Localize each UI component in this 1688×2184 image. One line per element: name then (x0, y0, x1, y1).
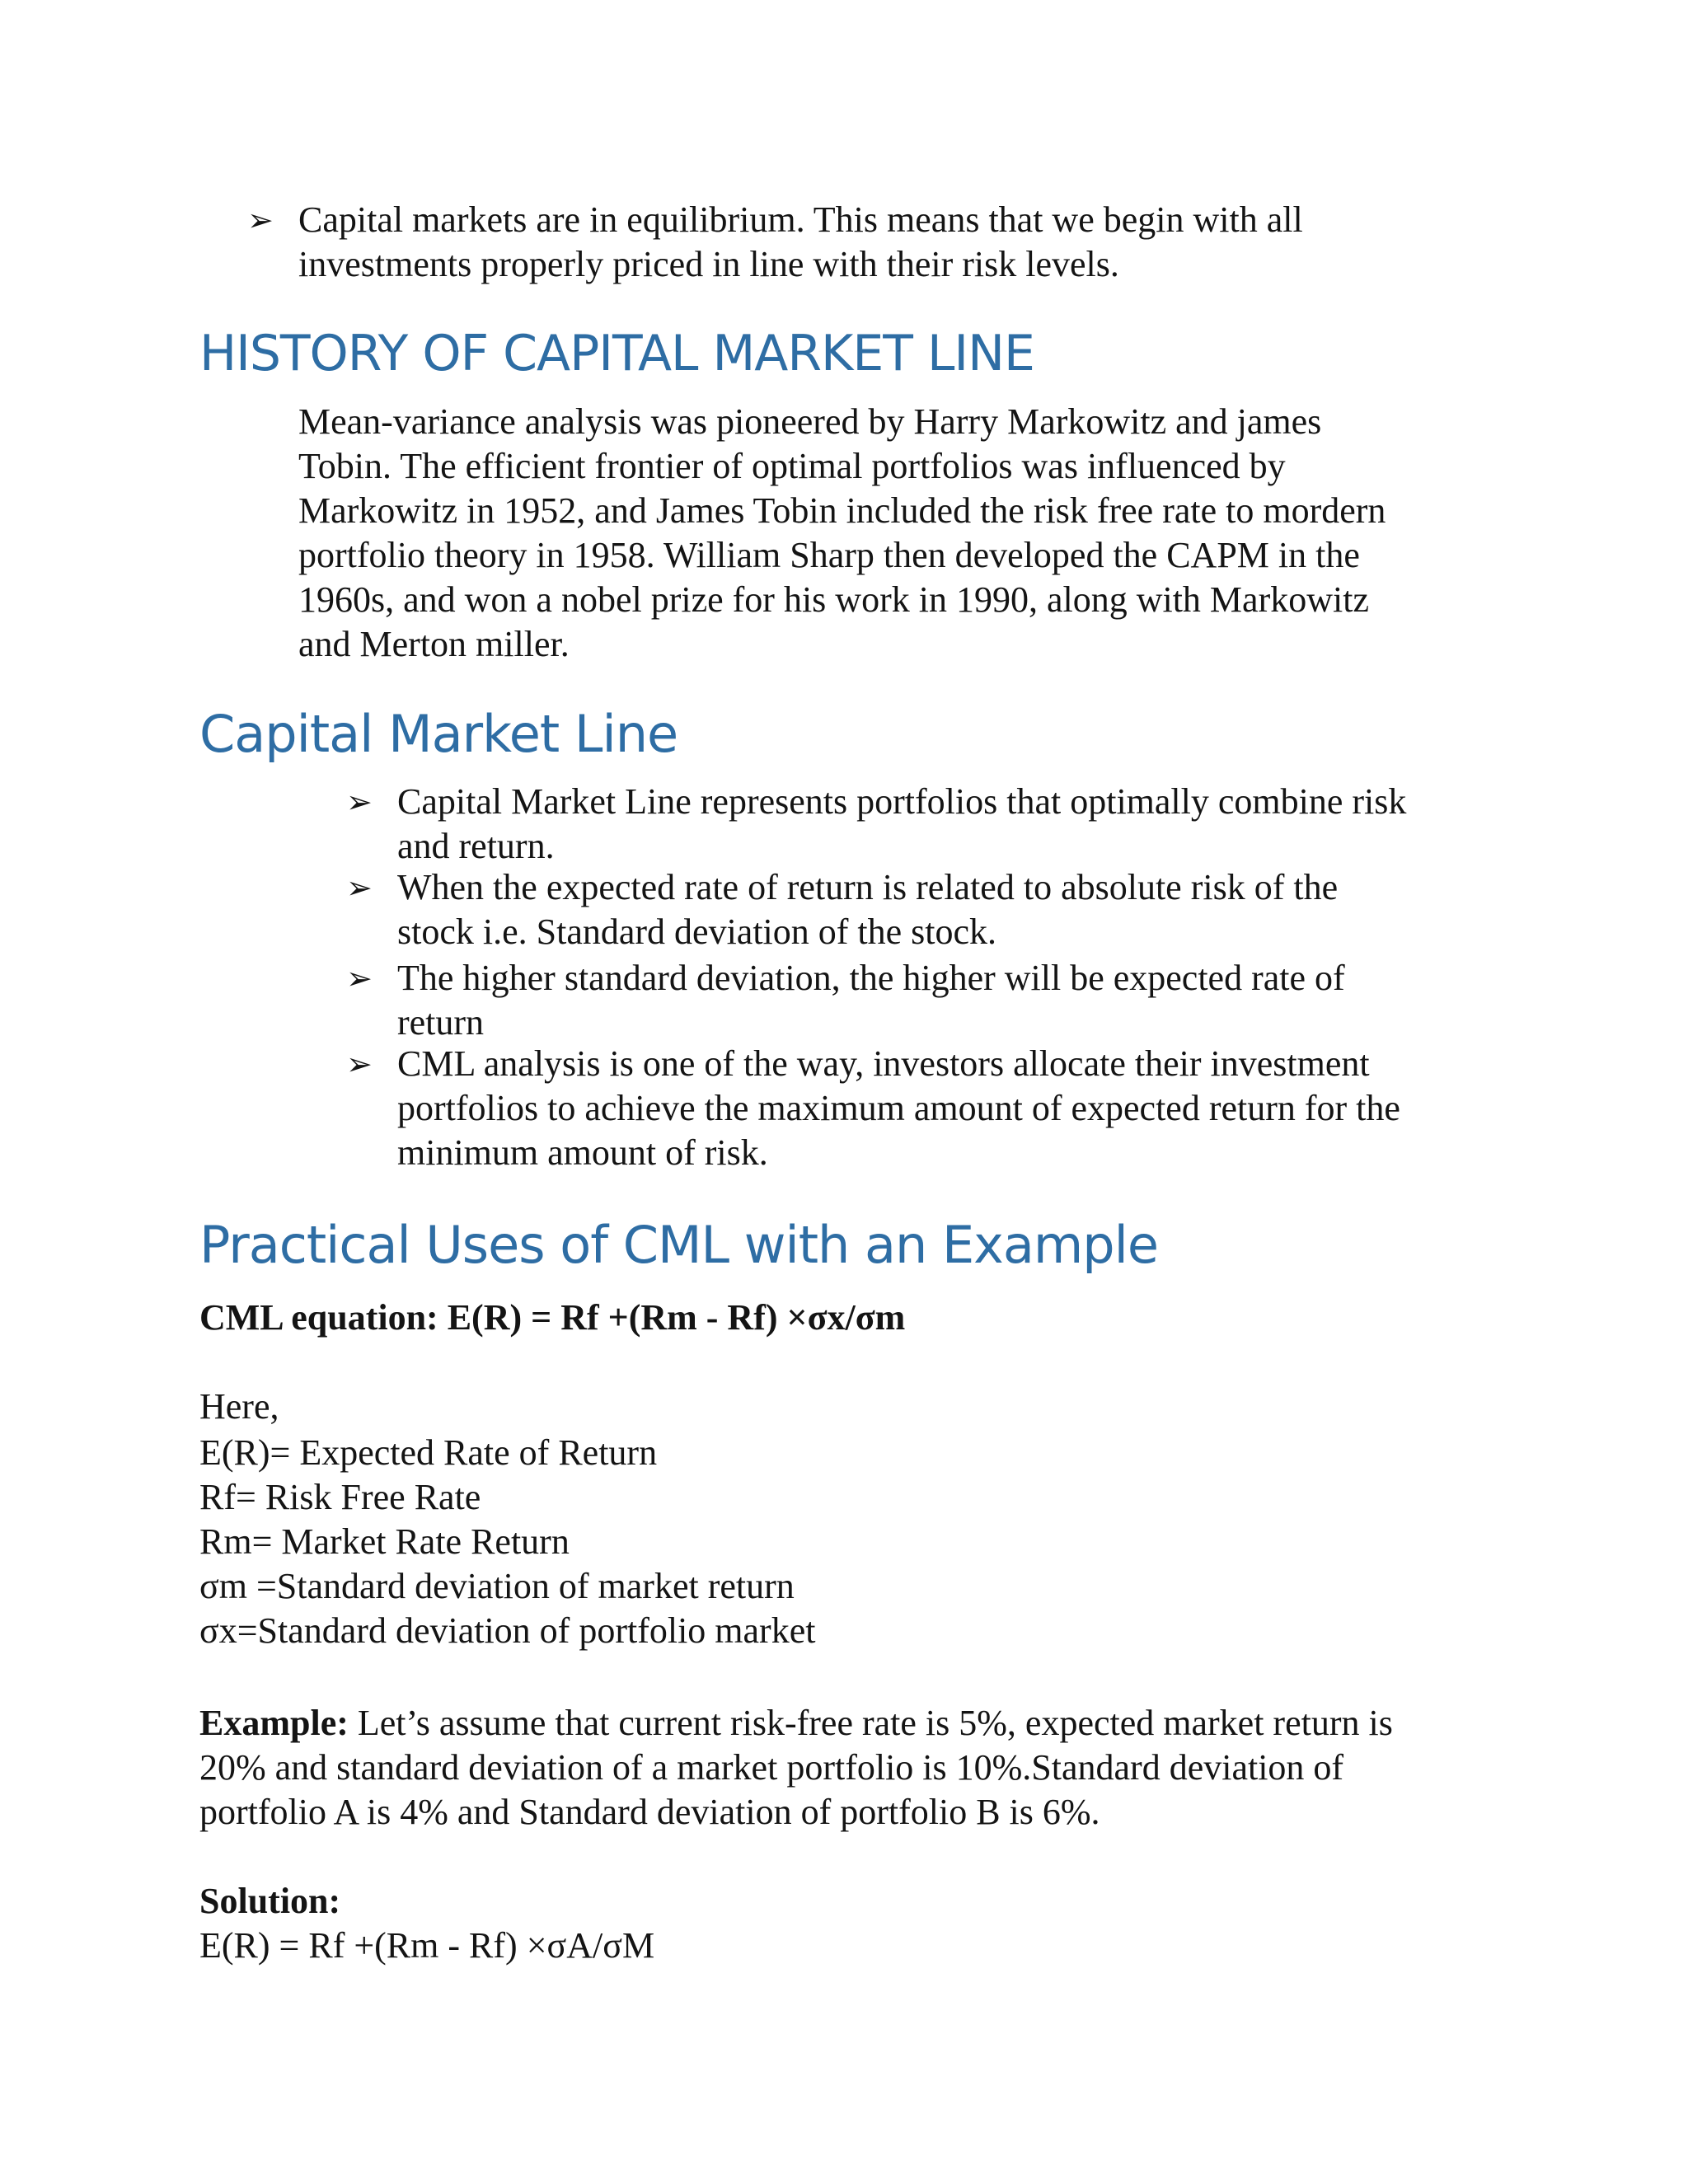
cml-bullet (346, 780, 1406, 869)
arrow-bullet-icon: ➢ (346, 960, 373, 996)
cml-bullet-line: and return. (397, 826, 555, 866)
solution-block (199, 1879, 654, 1968)
example-label: Example: (199, 1703, 349, 1743)
cml-bullet-line: When the expected rate of return is related to absolute risk of the (397, 867, 1339, 907)
example-line: Let’s assume that current risk-free rate is 5%, expected market return is (348, 1703, 1393, 1743)
cml-bullet-line: CML analysis is one of the way, investors allocate their investment (397, 1043, 1370, 1084)
arrow-bullet-icon: ➢ (346, 1046, 373, 1082)
history-line: 1960s, and won a nobel prize for his work in 1990, along with Markowitz (298, 579, 1369, 620)
cml-bullet-list (346, 780, 1406, 1175)
definition-line: Rf= Risk Free Rate (199, 1477, 481, 1517)
example-block (199, 1701, 1393, 1835)
intro-bullet-line: Capital markets are in equilibrium. This means that we begin with all (298, 199, 1303, 240)
cml-bullet (346, 865, 1406, 954)
definition-line: Rm= Market Rate Return (199, 1521, 570, 1562)
arrow-bullet-icon: ➢ (247, 202, 274, 238)
definition-line: E(R)= Expected Rate of Return (199, 1432, 658, 1473)
practical-heading: Practical Uses of CML with an Example (199, 1215, 1158, 1275)
history-heading: HISTORY OF CAPITAL MARKET LINE (199, 325, 1034, 382)
history-paragraph (298, 400, 1386, 667)
cml-bullet-line: stock i.e. Standard deviation of the stock. (397, 912, 997, 952)
example-line: 20% and standard deviation of a market portfolio is 10%.Standard deviation of (199, 1747, 1344, 1788)
cml-bullet (346, 956, 1406, 1045)
cml-equation: CML equation: E(R) = Rf +(Rm - Rf) ×σx/σm (199, 1297, 906, 1338)
solution-label: Solution: (199, 1881, 341, 1921)
intro-bullet-line: investments properly priced in line with their risk levels. (298, 244, 1119, 284)
cml-heading: Capital Market Line (199, 704, 678, 764)
definition-line: σx=Standard deviation of portfolio market (199, 1610, 816, 1651)
cml-bullet-line: The higher standard deviation, the higher will be expected rate of (397, 958, 1345, 998)
history-line: Markowitz in 1952, and James Tobin included the risk free rate to mordern (298, 490, 1386, 531)
cml-bullet (346, 1042, 1406, 1175)
arrow-bullet-icon: ➢ (346, 869, 373, 906)
cml-bullet-line: return (397, 1002, 485, 1043)
intro-bullet (247, 198, 1303, 287)
history-line: Mean-variance analysis was pioneered by Harry Markowitz and james (298, 401, 1322, 442)
here-label: Here, (199, 1386, 279, 1427)
arrow-bullet-icon: ➢ (346, 784, 373, 820)
history-line: portfolio theory in 1958. William Sharp then developed the CAPM in the (298, 535, 1360, 575)
cml-bullet-line: portfolios to achieve the maximum amount of expected return for the (397, 1088, 1400, 1128)
cml-bullet-line: minimum amount of risk. (397, 1132, 768, 1173)
history-line: and Merton miller. (298, 624, 570, 664)
example-line: portfolio A is 4% and Standard deviation of portfolio B is 6%. (199, 1792, 1100, 1832)
solution-formula: E(R) = Rf +(Rm - Rf) ×σA/σM (199, 1925, 655, 1966)
definitions-block (199, 1385, 815, 1653)
definition-line: σm =Standard deviation of market return (199, 1566, 795, 1606)
cml-bullet-line: Capital Market Line represents portfolios that optimally combine risk (397, 781, 1407, 822)
history-line: Tobin. The efficient frontier of optimal portfolios was influenced by (298, 446, 1286, 486)
